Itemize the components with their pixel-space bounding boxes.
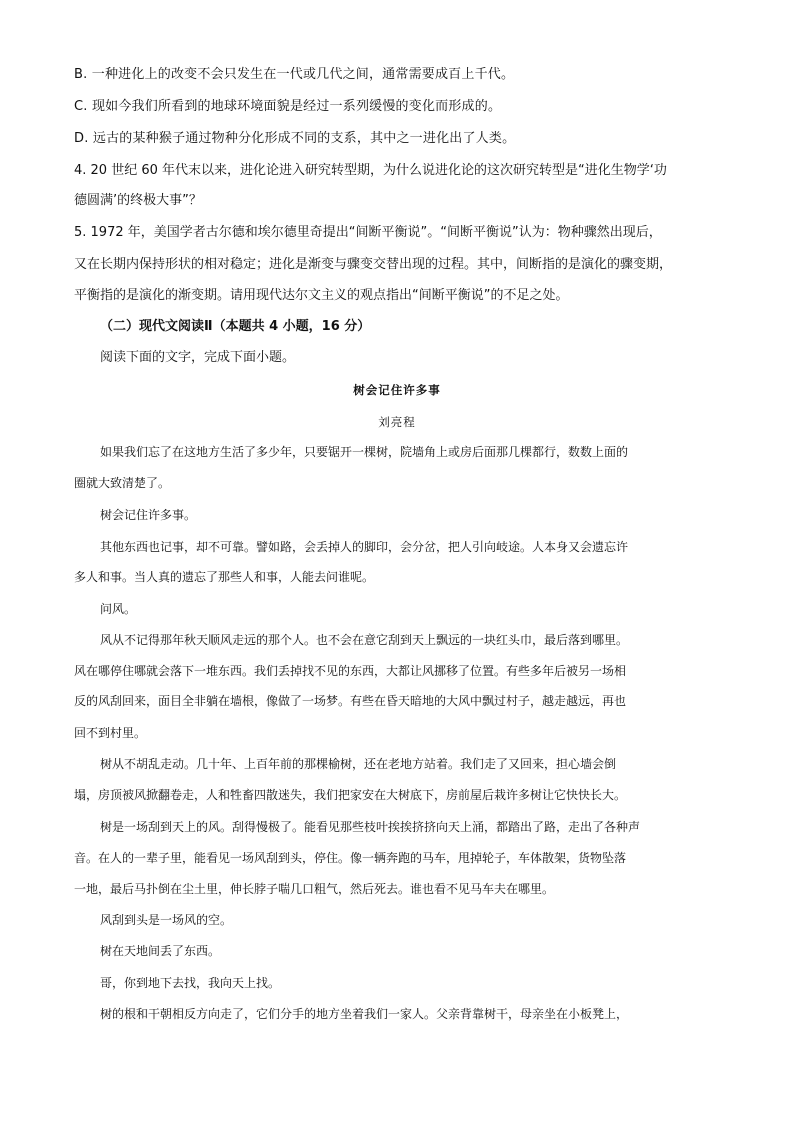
article-line: 树会记住许多事。 — [100, 508, 197, 522]
question-4-line-2: 德圆满’的终极大事”？ — [74, 193, 202, 208]
article-line: 如果我们忘了在这地方生活了多少年，只要锯开一棵树，院墙角上或房后面那几棵都行，数数上面的 — [100, 445, 629, 459]
article-line: 其他东西也记事，却不可靠。譬如路，会丢掉人的脚印，会分岔，把人引向岐途。人本身又会遗忘许 — [100, 540, 629, 554]
article-line: 一地，最后马扑倒在尘土里，伸长脖子喘几口粗气，然后死去。谁也看不见马车夫在哪里。 — [74, 882, 555, 896]
article-line: 多人和事。当人真的遗忘了那些人和事，人能去问谁呢。 — [74, 570, 375, 584]
question-5-line-1: 5. 1972 年，美国学者古尔德和埃尔德里奇提出“间断平衡说”。“间断平衡说”认为：物种骤然出现后， — [74, 225, 662, 240]
section-heading: （二）现代文阅读Ⅱ（本题共 4 小题，16 分） — [100, 319, 371, 334]
article-author: 刘亮程 — [378, 415, 416, 429]
article-line: 树的根和干朝相反方向走了，它们分手的地方坐着我们一家人。父亲背靠树干，母亲坐在小板凳上， — [100, 1007, 629, 1021]
article-line: 反的风刮回来，面目全非躺在墙根，像做了一场梦。有些在昏天暗地的大风中飘过村子，越走越远，再也 — [74, 694, 627, 708]
option-c: C. 现如今我们所看到的地球环境面貌是经过一系列缓慢的变化而形成的。 — [74, 99, 502, 114]
article-line: 树从不胡乱走动。几十年、上百年前的那棵榆树，还在老地方站着。我们走了又回来，担心墙会倒 — [100, 757, 617, 771]
article-line: 塌，房顶被风掀翻卷走，人和牲畜四散迷失，我们把家安在大树底下，房前屋后栽许多树让它快快长大。 — [74, 788, 627, 802]
question-4-line-1: 4. 20 世纪 60 年代末以来，进化论进入研究转型期，为什么说进化论的这次研究转型是“进化生物学‘功 — [74, 163, 667, 178]
article-line: 回不到村里。 — [74, 726, 147, 740]
article-line: 风从不记得那年秋天顺风走远的那个人。也不会在意它刮到天上飘远的一块红头巾，最后落到哪里。 — [100, 633, 629, 647]
article-line: 圈就大致清楚了。 — [74, 476, 171, 490]
article-line: 问风。 — [100, 602, 137, 616]
option-d: D. 远古的某种猴子通过物种分化形成不同的支系，其中之一进化出了人类。 — [74, 131, 516, 146]
article-line: 音。在人的一辈子里，能看见一场风刮到头，停住。像一辆奔跑的马车，甩掉轮子，车体散架，货物坠落 — [74, 851, 627, 865]
article-title: 树会记住许多事 — [353, 383, 441, 397]
article-line: 哥，你到地下去找，我向天上找。 — [100, 976, 281, 990]
question-5-line-3: 平衡指的是演化的渐变期。请用现代达尔文主义的观点指出“间断平衡说”的不足之处。 — [74, 288, 569, 303]
option-b: B. 一种进化上的改变不会只发生在一代或几代之间，通常需要成百上千代。 — [74, 67, 515, 82]
question-5-line-2: 又在长期内保持形状的相对稳定；进化是渐变与骤变交替出现的过程。其中，间断指的是演化的骤变期， — [74, 257, 673, 272]
article-line: 树是一场刮到天上的风。刮得慢极了。能看见那些枝叶挨挨挤挤向天上涌，都踏出了路，走出了各种声 — [100, 820, 641, 834]
article-line: 风刮到头是一场风的空。 — [100, 913, 233, 927]
article-line: 风在哪停住哪就会落下一堆东西。我们丢掉找不见的东西，大都让风挪移了位置。有些多年后被另一场相 — [74, 664, 627, 678]
section-instruction: 阅读下面的文字，完成下面小题。 — [100, 350, 296, 365]
article-line: 树在天地间丢了东西。 — [100, 944, 221, 958]
